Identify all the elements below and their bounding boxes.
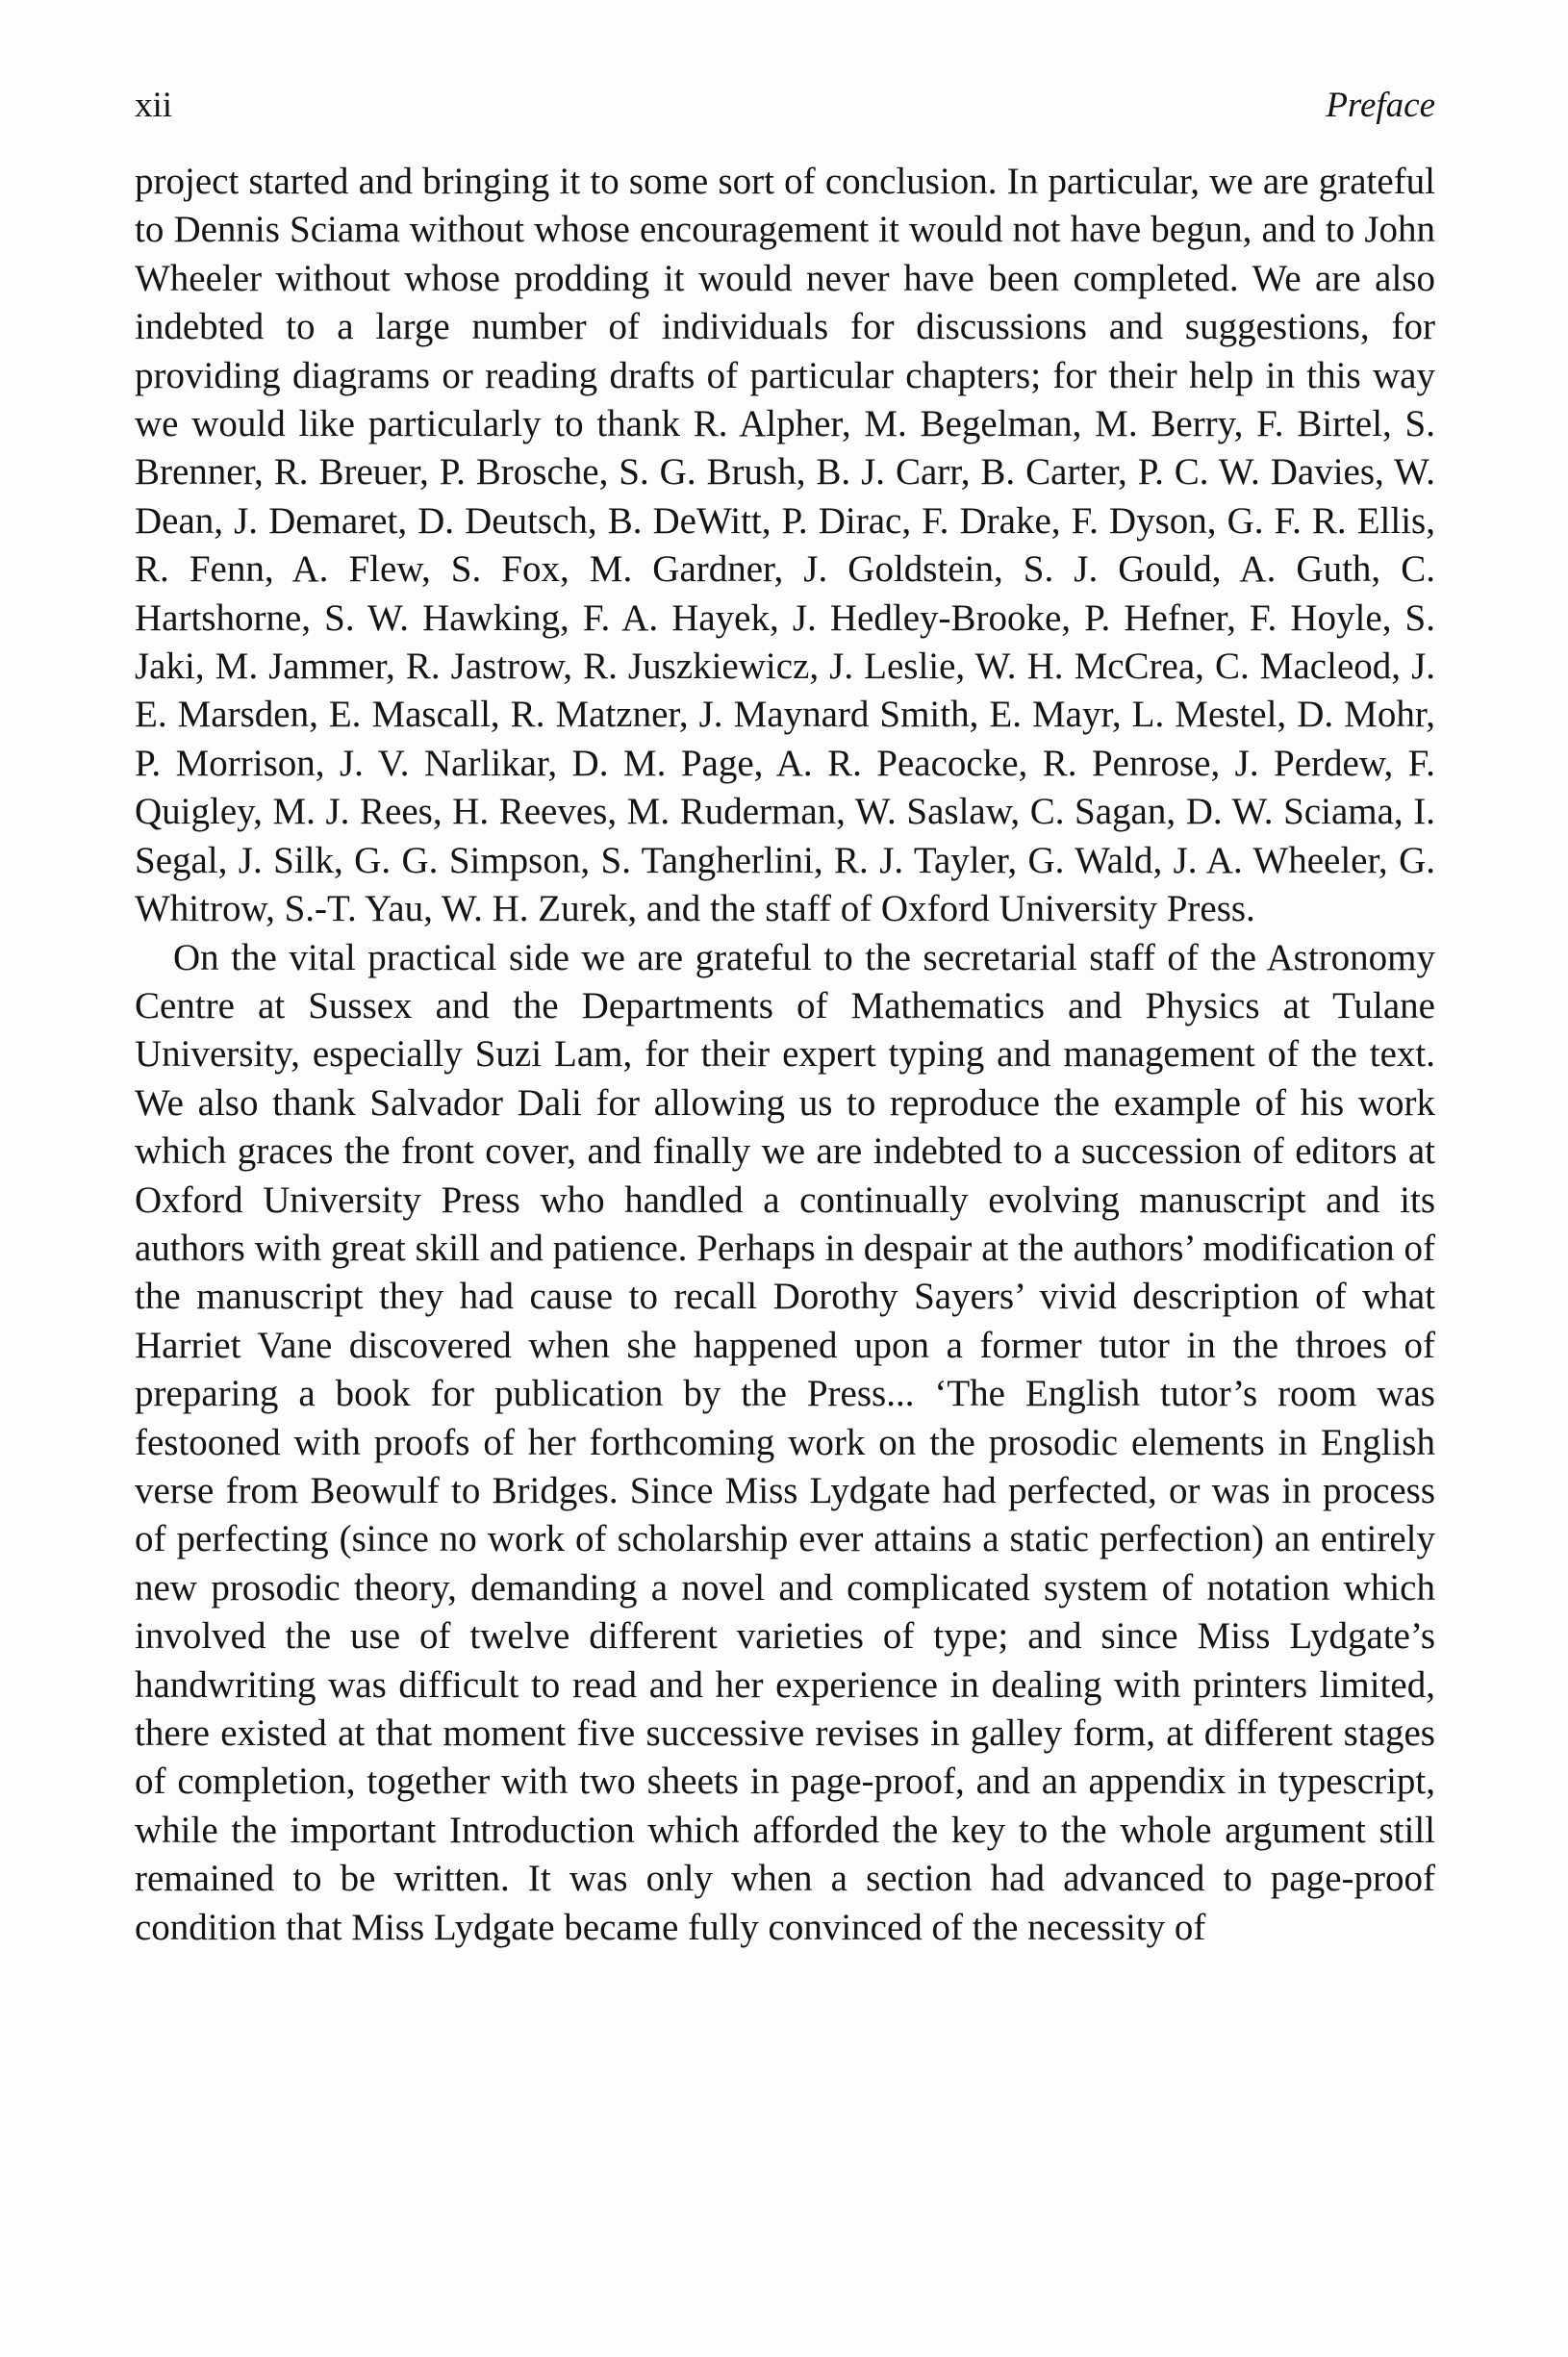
running-head	[135, 77, 1435, 135]
body-text	[135, 158, 1435, 1952]
paragraph-acknowledgements-continued: project started and bringing it to some sort of conclusion. In particular, we are grateful to Dennis Sciama without whose encouragement it would not have begun, and to John Wheeler without whose prodding it would never have been completed. We are also indebted to a large number of individuals for discussions and suggestions, for providing diagrams or reading drafts of particular chapters; for their help in this way we would like particularly to thank R. Alpher, M. Begelman, M. Berry, F. Birtel, S. Brenner, R. Breuer, P. Brosche, S. G. Brush, B. J. Carr, B. Carter, P. C. W. Davies, W. Dean, J. Demaret, D. Deutsch, B. DeWitt, P. Dirac, F. Drake, F. Dyson, G. F. R. Ellis, R. Fenn, A. Flew, S. Fox, M. Gardner, J. Goldstein, S. J. Gould, A. Guth, C. Hartshorne, S. W. Hawking, F. A. Hayek, J. Hedley-Brooke, P. Hefner, F. Hoyle, S. Jaki, M. Jammer, R. Jastrow, R. Juszkiewicz, J. Leslie, W. H. McCrea, C. Macleod, J. E. Marsden, E. Mascall, R. Matzner, J. Maynard Smith, E. Mayr, L. Mestel, D. Mohr, P. Morrison, J. V. Narlikar, D. M. Page, A. R. Peacocke, R. Penrose, J. Perdew, F. Quigley, M. J. Rees, H. Reeves, M. Ruderman, W. Saslaw, C. Sagan, D. W. Sciama, I. Segal, J. Silk, G. G. Simpson, S. Tangherlini, R. J. Tayler, G. Wald, J. A. Wheeler, G. Whitrow, S.-T. Yau, W. H. Zurek, and the staff of Oxford University Press.	[135, 161, 1435, 930]
section-title: Preface	[1326, 86, 1435, 125]
page-number: xii	[135, 86, 173, 125]
paragraph-practical-side: On the vital practical side we are grateful to the secretarial staff of the Astronomy Centre at Sussex and the Departments of Mathematics and Physics at Tulane University, especially Suzi Lam, for their expert typing and management of the text. We also thank Salvador Dali for allowing us to reproduce the example of his work which graces the front cover, and finally we are indebted to a succession of editors at Oxford University Press who handled a continually evolving manuscript and its authors with great skill and patience. Perhaps in despair at the authors’ modification of the manuscript they had cause to recall Dorothy Sayers’ vivid description of what Harriet Vane discovered when she happened upon a former tutor in the throes of preparing a book for publication by the Press... ‘The English tutor’s room was festooned with proofs of her forthcoming work on the prosodic elements in English verse from Beowulf to Bridges. Since Miss Lydgate had perfected, or was in process of perfecting (since no work of scholarship ever attains a static perfection) an entirely new prosodic theory, demanding a novel and complicated system of notation which involved the use of twelve different varieties of type; and since Miss Lydgate’s handwriting was difficult to read and her experience in dealing with printers limited, there existed at that moment five successive revises in galley form, at different stages of completion, together with two sheets in page-proof, and an appendix in typescript, while the important Introduction which afforded the key to the whole argument still remained to be written. It was only when a section had advanced to page-proof condition that Miss Lydgate became fully convinced of the necessity of	[135, 936, 1435, 1948]
